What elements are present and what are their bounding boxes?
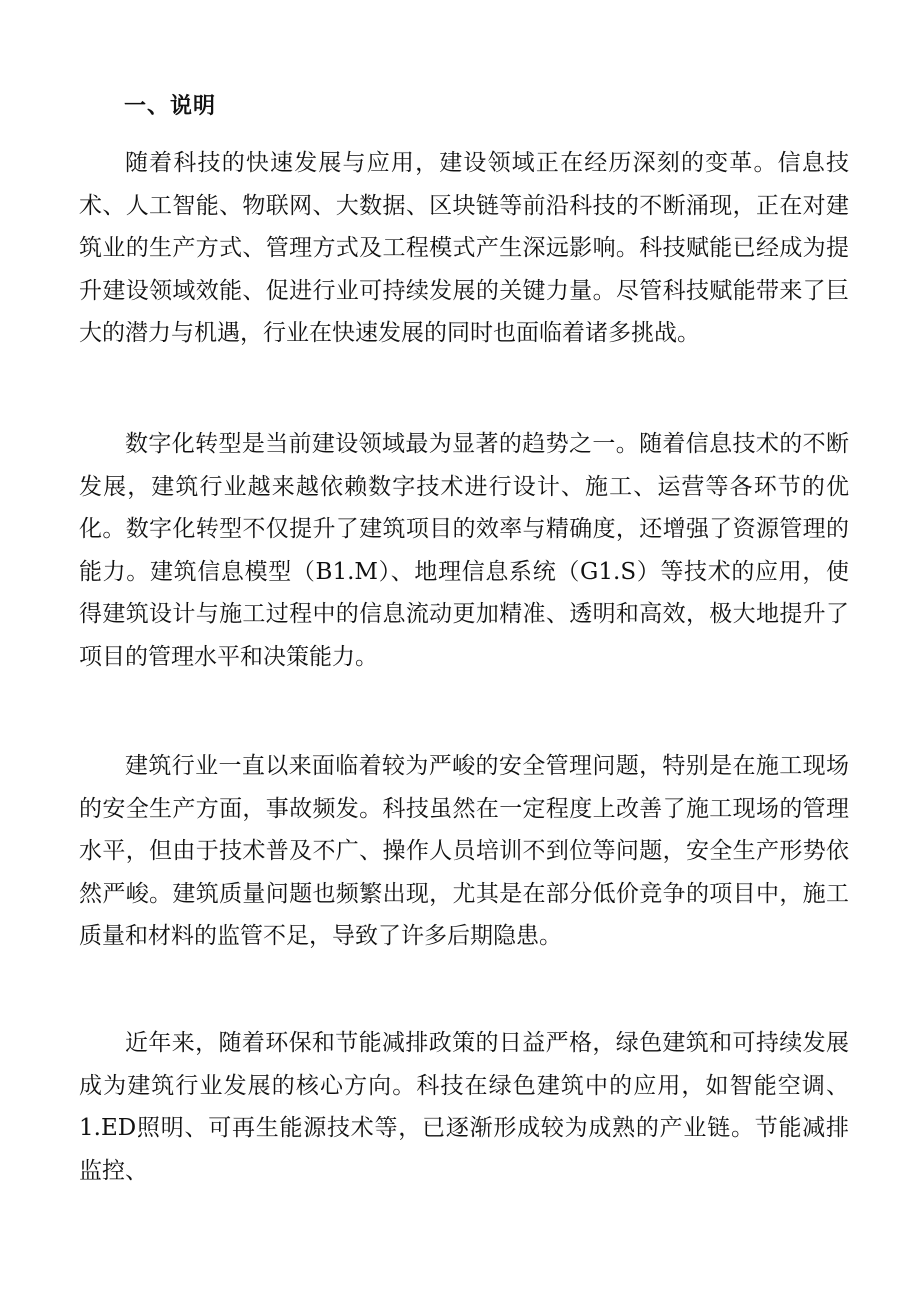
paragraph-tech-transformation: 随着科技的快速发展与应用，建设领域正在经历深刻的变革。信息技术、人工智能、物联网、大数据、区块链等前沿科技的不断涌现，正在对建筑业的生产方式、管理方式及工程模式产生深远影响。科技赋能已经成为提升建设领域效能、促进行业可持续发展的关键力量。尽管科技赋能带来了巨大的潜力与机遇，行业在快速发展的同时也面临着诸多挑战。 — [79, 150, 849, 346]
paragraph-digital-transformation: 数字化转型是当前建设领域最为显著的趋势之一。随着信息技术的不断发展，建筑行业越来越依赖数字技术进行设计、施工、运营等各环节的优化。数字化转型不仅提升了建筑项目的效率与精确度，还增强了资源管理的能力。建筑信息模型（B1.M）、地理信息系统（G1.S）等技术的应用，使得建筑设计与施工过程中的信息流动更加精准、透明和高效，极大地提升了项目的管理水平和决策能力。 — [79, 431, 849, 670]
paragraph-green-building: 近年来，随着环保和节能减排政策的日益严格，绿色建筑和可持续发展成为建筑行业发展的核心方向。科技在绿色建筑中的应用，如智能空调、1.ED照明、可再生能源技术等，已逐渐形成较为成熟的产业链。节能减排监控、 — [79, 1030, 849, 1184]
paragraph-safety-quality: 建筑行业一直以来面临着较为严峻的安全管理问题，特别是在施工现场的安全生产方面，事故频发。科技虽然在一定程度上改善了施工现场的管理水平，但由于技术普及不广、操作人员培训不到位等问题，安全生产形势依然严峻。建筑质量问题也频繁出现，尤其是在部分低价竞争的项目中，施工质量和材料的监管不足，导致了许多后期隐患。 — [79, 753, 849, 949]
section-heading: 一、说明 — [124, 93, 217, 119]
